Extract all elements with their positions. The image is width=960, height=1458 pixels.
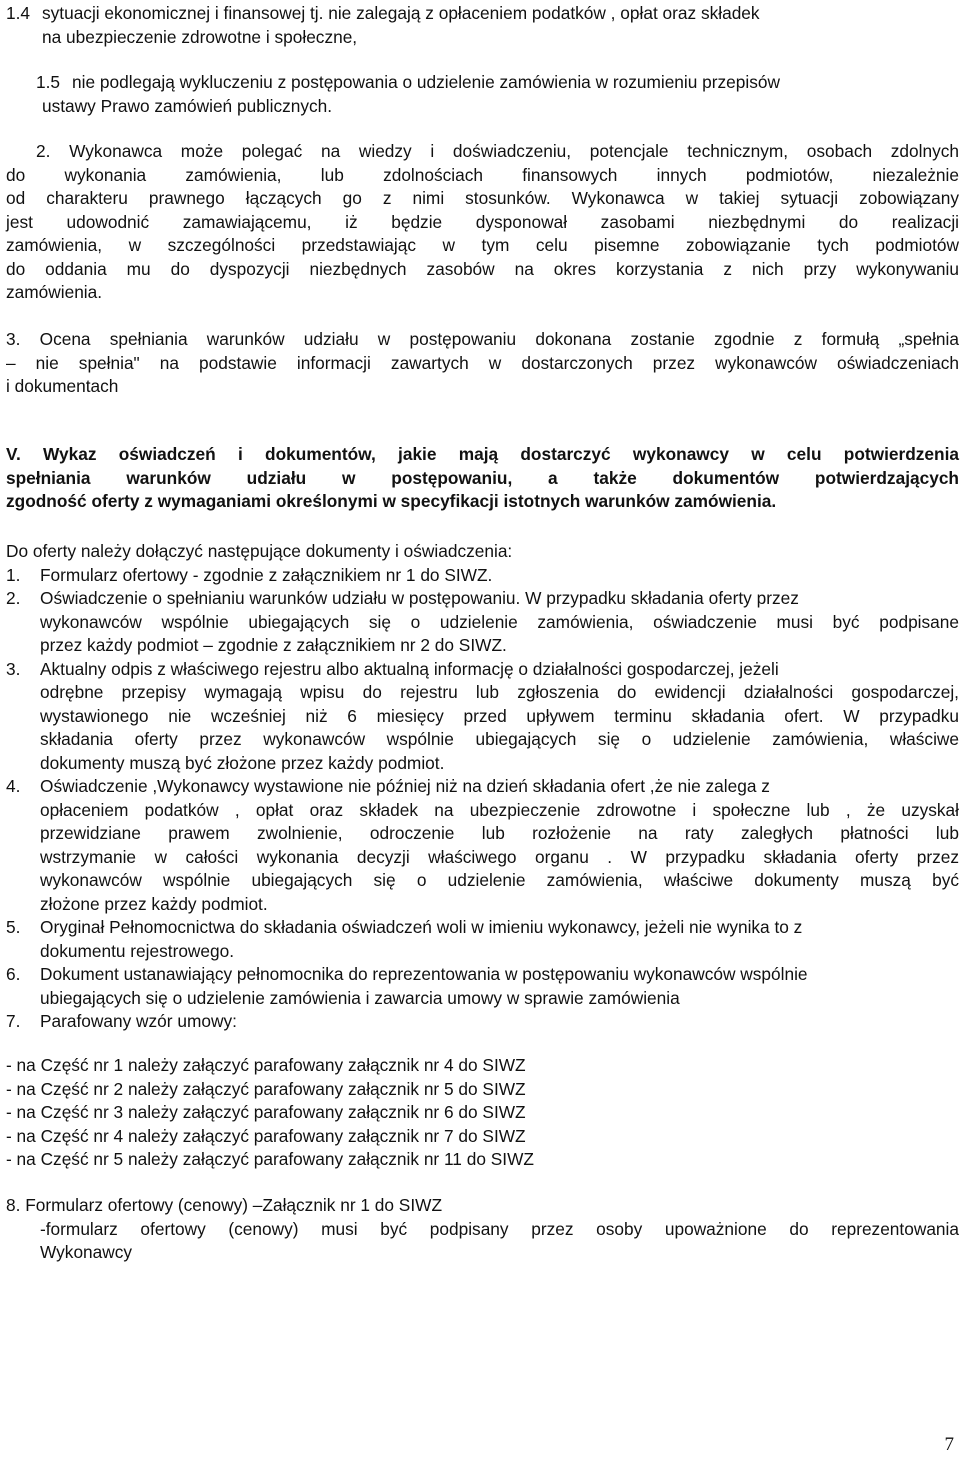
item-number: 2. [6, 588, 21, 608]
part-line: - na Część nr 3 należy załączyć parafowany załącznik nr 6 do SIWZ [6, 1102, 526, 1122]
item-number: 6. [6, 964, 21, 984]
section-v-heading [6, 443, 959, 514]
text-line: i dokumentach [6, 376, 119, 396]
parts-list [6, 1054, 959, 1172]
paragraph-3 [6, 328, 959, 399]
heading-line: V. Wykaz oświadczeń i dokumentów, jakie mają dostarczyć wykonawcy w celu potwierdzenia [6, 444, 959, 464]
text-line: jest udowodnić zamawiającemu, iż będzie dysponował zasobami niezbędnymi do realizacji [6, 211, 959, 232]
paragraph-number: 1.4 [6, 3, 31, 23]
text-line: -formularz ofertowy (cenowy) musi być podpisany przez osoby upoważnione do reprezentowania [40, 1218, 959, 1239]
text-line: do wykonania zamówienia, lub zdolnościach finansowych innych podmiotów, niezależnie [6, 164, 959, 185]
item-8 [6, 1194, 959, 1265]
text-line: wstrzymanie w całości wykonania decyzji właściwego organu . W przypadku składania oferty przez [40, 846, 959, 867]
text-line: od charakteru prawnego łączących go z nimi stosunków. Wykonawca w takiej sytuacji zobowiązany [6, 188, 959, 208]
part-line: - na Część nr 5 należy załączyć parafowany załącznik nr 11 do SIWZ [6, 1149, 534, 1169]
text-line: zamówienia. [6, 282, 103, 302]
text-line: składania oferty przez wykonawców wspólnie ubiegających się o udzielenie zamówienia, właściwe [40, 729, 959, 749]
text-line: Parafowany wzór umowy: [40, 1011, 237, 1031]
paragraph-1-5 [6, 71, 959, 118]
text-line: przez każdy podmiot – zgodnie z załącznikiem nr 2 do SIWZ. [40, 635, 507, 655]
list-intro: Do oferty należy dołączyć następujące dokumenty i oświadczenia: [6, 541, 513, 561]
list-item [6, 916, 959, 940]
text-line: wykonawców wspólnie ubiegających się o udzielenie zamówienia, właściwe dokumenty muszą być [40, 870, 959, 890]
text-line: ubiegających się o udzielenie zamówienia i zawarcia umowy w sprawie zamówienia [40, 987, 680, 1008]
text-line: złożone przez każdy podmiot. [40, 893, 268, 914]
text-line: 3. Ocena spełniania warunków udziału w postępowaniu dokonana zostanie zgodnie z formułą „spełnia [6, 329, 959, 349]
text-line: Formularz ofertowy - zgodnie z załącznikiem nr 1 do SIWZ. [40, 564, 493, 585]
text-line: Oryginał Pełnomocnictwa do składania oświadczeń woli w imieniu wykonawcy, jeżeli nie wynika to z [40, 917, 803, 937]
text-line: Oświadczenie ,Wykonawcy wystawione nie później niż na dzień składania ofert ,że nie zalega z [40, 776, 770, 796]
list-item [6, 587, 959, 611]
item-number: 7. [6, 1011, 21, 1031]
text-line: wykonawców wspólnie ubiegających się o udzielenie zamówienia, oświadczenie musi być podpisane [40, 611, 959, 632]
documents-list [6, 540, 959, 1034]
item-number: 3. [6, 658, 21, 679]
text-line: ustawy Prawo zamówień publicznych. [42, 95, 333, 116]
paragraph-number: 1.5 [36, 72, 61, 92]
paragraph-2 [6, 140, 959, 305]
text-line: przewidziane prawem zwolnienie, odroczenie lub rozłożenie na raty zaległych płatności lub [40, 823, 959, 843]
text-line: Wykonawcy [40, 1242, 133, 1262]
item-number: 1. [6, 564, 21, 585]
item-number: 4. [6, 776, 21, 796]
part-line: - na Część nr 1 należy załączyć parafowany załącznik nr 4 do SIWZ [6, 1055, 526, 1075]
text-line: zamówienia, w szczególności przedstawiając w tym celu pisemne zobowiązanie tych podmiotów [6, 235, 959, 255]
list-item [6, 775, 959, 799]
text-line: sytuacji ekonomicznej i finansowej tj. nie zalegają z opłaceniem podatków , opłat oraz składek [42, 3, 760, 23]
text-line: wystawionego nie wcześniej niż 6 miesięcy przed upływem terminu składania ofert. W przypadku [40, 705, 959, 726]
heading-line: spełniania warunków udziału w postępowaniu, a także dokumentów potwierdzających [6, 467, 959, 488]
text-line: Dokument ustanawiający pełnomocnika do reprezentowania w postępowaniu wykonawców wspólnie [40, 964, 808, 984]
text-line: Aktualny odpis z właściwego rejestru albo aktualną informację o działalności gospodarczej, jeżeli [40, 658, 779, 679]
list-item [6, 963, 959, 987]
list-item [6, 564, 959, 588]
text-line: na ubezpieczenie zdrowotne i społeczne, [42, 26, 358, 47]
text-line: dokumentu rejestrowego. [40, 940, 235, 961]
text-line: Oświadczenie o spełnianiu warunków udziału w postępowaniu. W przypadku składania oferty przez [40, 588, 799, 608]
text-line: odrębne przepisy wymagają wpisu do rejestru lub zgłoszenia do ewidencji działalności gospodarczej, [40, 682, 959, 702]
list-item [6, 658, 959, 682]
text-line: 8. Formularz ofertowy (cenowy) –Załącznik nr 1 do SIWZ [6, 1195, 443, 1215]
heading-line: zgodność oferty z wymaganiami określonymi w specyfikacji istotnych warunków zamówienia. [6, 491, 777, 511]
text-line: – nie spełnia" na podstawie informacji zawartych w dostarczonych przez wykonawców oświadczeniach [6, 352, 959, 373]
text-line: nie podlegają wykluczeniu z postępowania o udzielenie zamówienia w rozumieniu przepisów [72, 72, 780, 92]
item-number: 5. [6, 917, 21, 937]
text-line: opłaceniem podatków , opłat oraz składek na ubezpieczenie zdrowotne i społeczne lub , że uzyskał [40, 799, 959, 820]
page-number: 7 [944, 1434, 954, 1455]
list-item [6, 1010, 959, 1034]
part-line: - na Część nr 4 należy załączyć parafowany załącznik nr 7 do SIWZ [6, 1125, 526, 1146]
text-line: do oddania mu do dyspozycji niezbędnych zasobów na okres korzystania z nich przy wykonywaniu [6, 258, 959, 279]
paragraph-1-4 [6, 2, 959, 49]
text-line: 2. Wykonawca może polegać na wiedzy i doświadczeniu, potencjale technicznym, osobach zdolnych [36, 141, 959, 161]
text-line: dokumenty muszą być złożone przez każdy podmiot. [40, 752, 445, 773]
part-line: - na Część nr 2 należy załączyć parafowany załącznik nr 5 do SIWZ [6, 1078, 526, 1099]
